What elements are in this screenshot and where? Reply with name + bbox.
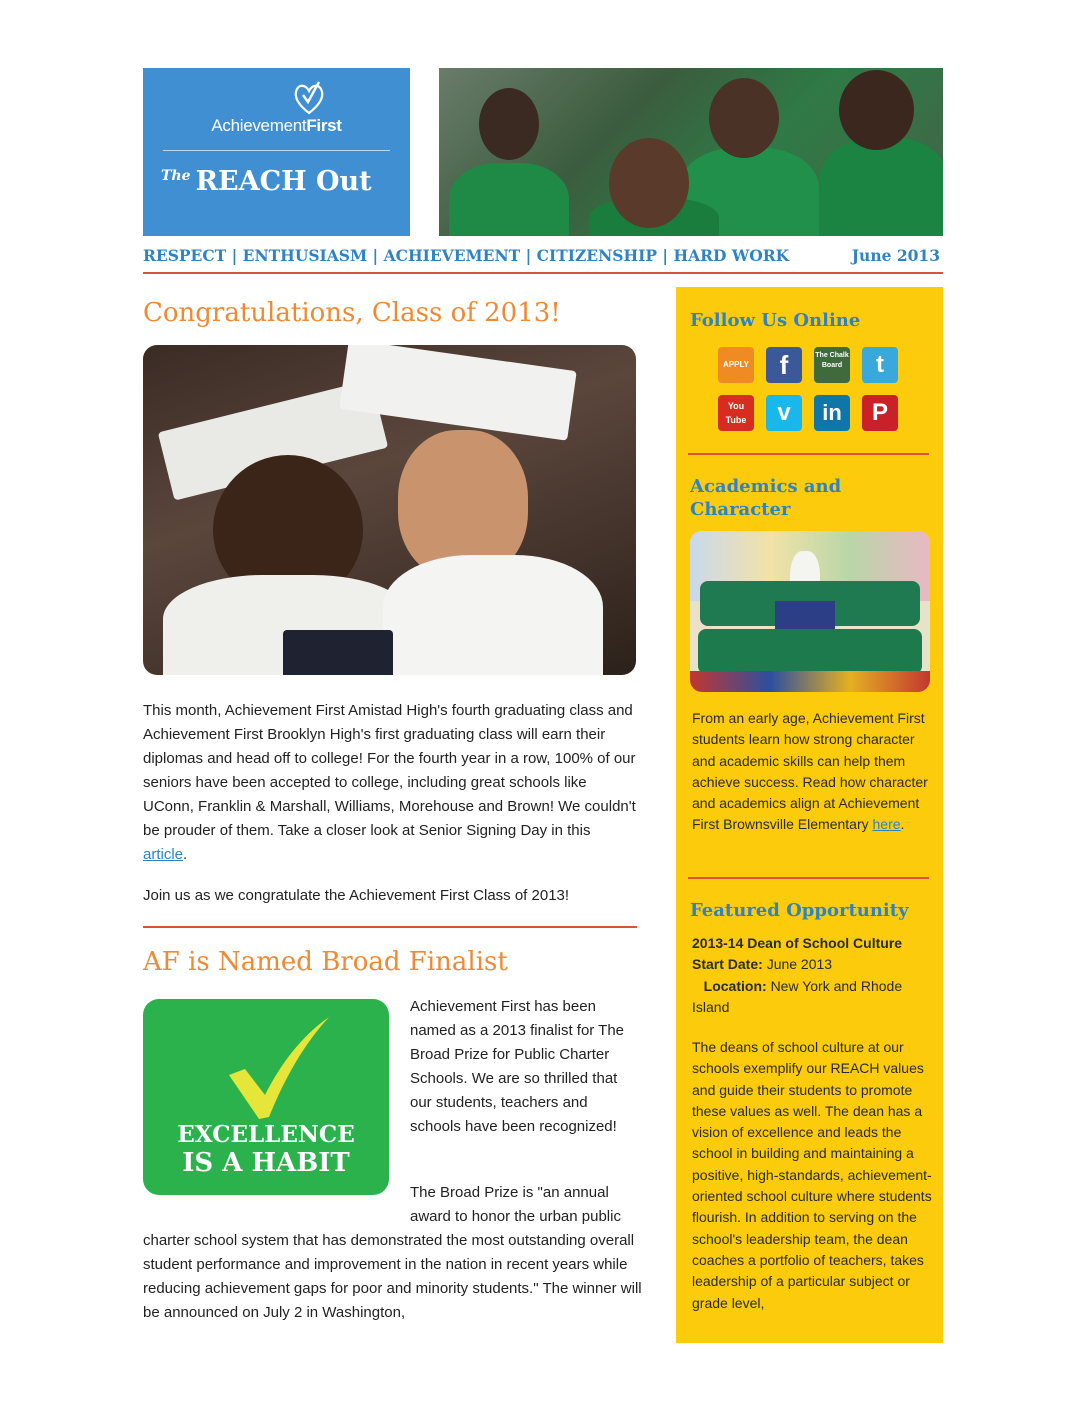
sidebar <box>676 287 943 1343</box>
congrats-heading: Congratulations, Class of 2013! <box>143 298 561 328</box>
reach-values-motto: RESPECT | ENTHUSIASM | ACHIEVEMENT | CITIZENSHIP | HARD WORK <box>143 246 790 265</box>
congrats-closing: Join us as we congratulate the Achievement First Class of 2013! <box>143 887 570 904</box>
featured-heading: Featured Opportunity <box>690 900 909 921</box>
academics-paragraph: From an early age, Achievement First students learn how strong character and academic skills can help them achieve success. Read how character and academics align at Achievement First Brownsville Elementary here. <box>692 710 928 833</box>
job-title: 2013-14 Dean of School Culture <box>692 935 903 951</box>
chalkboard-icon[interactable]: The Chalk Board <box>814 347 850 383</box>
newsletter-logo <box>143 68 410 236</box>
article-link[interactable]: article <box>143 846 184 863</box>
sidebar-divider <box>688 877 929 879</box>
header-divider <box>143 272 943 274</box>
heart-check-logo-icon <box>292 80 326 116</box>
classroom-photo <box>690 531 930 692</box>
section-divider <box>143 926 637 928</box>
follow-heading: Follow Us Online <box>690 310 861 331</box>
facebook-icon[interactable]: f <box>766 347 802 383</box>
brand-name: AchievementFirst <box>211 116 342 135</box>
here-link[interactable]: here <box>872 816 901 833</box>
linkedin-icon[interactable]: in <box>814 395 850 431</box>
checkmark-icon <box>215 1013 335 1125</box>
congrats-paragraph: This month, Achievement First Amistad High's fourth graduating class and Achievement First Brooklyn High's first graduating class will earn their diplomas and head off to college! For the fourth year in a row, 100% of our seniors have been accepted to college, including great schools like UConn, Franklin & Marshall, Williams, Morehouse and Brown! We couldn't be prouder of them. Take a closer look at Senior Signing Day in this article. <box>143 702 636 863</box>
broad-prize-quote: charter school system that has demonstrated the most outstanding overall student performance and improvement in the nation in recent years while reducing achievement gaps for poor and minority students." The winner will be announced on July 2 in Washington, <box>143 1232 642 1321</box>
youtube-icon[interactable]: You Tube <box>718 395 754 431</box>
twitter-icon[interactable]: t <box>862 347 898 383</box>
apply-icon[interactable]: APPLY <box>718 347 754 383</box>
excellence-badge: EXCELLENCE IS A HABIT <box>143 999 389 1195</box>
sidebar-divider <box>688 453 929 455</box>
pinterest-icon[interactable]: P <box>862 395 898 431</box>
location: New York and Rhode Island <box>692 977 903 1015</box>
vimeo-icon[interactable]: v <box>766 395 802 431</box>
broad-paragraph: Achievement First has been named as a 2013 finalist for The Broad Prize for Public Charter Schools. We are so thrilled that our students, teachers and schools have been recognized! <box>410 998 625 1135</box>
newsletter-title: The REACH Out <box>161 166 372 197</box>
start-date: June 2013 <box>766 956 833 973</box>
graduates-photo <box>143 345 636 675</box>
academics-heading: Academics and Character <box>690 476 842 520</box>
broad-heading: AF is Named Broad Finalist <box>143 947 508 977</box>
job-description: The deans of school culture at our schools exemplify our REACH values and guide their students to promote these values as well. The dean has a vision of excellence and leads the school in building and maintaining a positive, high-standards, achievement-oriented school culture where students flourish. In addition to serving on the school's leadership team, the dean coaches a portfolio of teachers, takes leadership of a particular subject or grade level, <box>692 1039 932 1311</box>
motto-bar <box>143 246 943 272</box>
job-details: 2013-14 Dean of School Culture Start Date: June 2013 Location: New York and Rhode Island <box>692 935 903 1015</box>
hero-photo-students <box>439 68 943 236</box>
issue-date: June 2013 <box>851 246 940 265</box>
logo-divider <box>163 150 390 151</box>
broad-prize-quote-start: The Broad Prize is "an annual award to honor the urban public <box>410 1184 621 1225</box>
